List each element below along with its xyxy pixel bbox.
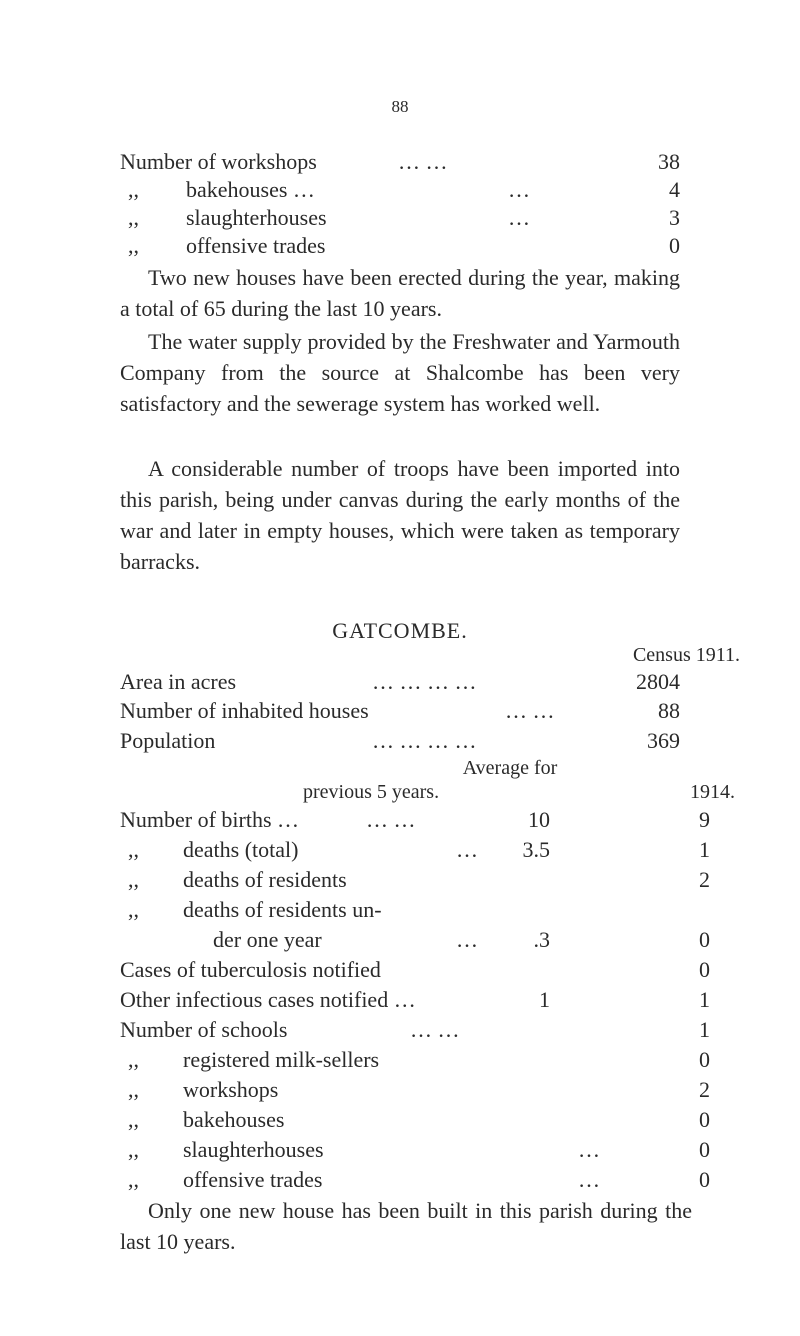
ditto-mark: ,,: [128, 837, 139, 862]
row-dots: … …: [366, 807, 416, 832]
paragraph-new-houses: Two new houses have been erected during the year, making a total of 65 during the last 10 years.: [120, 265, 680, 321]
stat-label: deaths of residents: [183, 867, 347, 892]
average-header-line1: Average for: [462, 757, 558, 779]
row-dots: … … … …: [372, 669, 477, 694]
census-column-header: Census 1911.: [632, 644, 740, 666]
row-dots: …: [508, 177, 530, 202]
row-value: 4: [669, 177, 680, 202]
row-dots: … …: [410, 1017, 460, 1042]
ditto-mark: ,,: [128, 205, 139, 230]
paragraph-water-supply: The water supply provided by the Freshwater and Yarmouth Company from the source at Shalcombe has been very satisfactory and the sewerage system has worked well.: [120, 329, 680, 416]
stat-year: 1: [699, 987, 710, 1012]
row-dots: …: [456, 837, 478, 862]
ditto-mark: ,,: [128, 233, 139, 258]
average-header-line2: previous 5 years.: [303, 781, 440, 803]
stat-label: Number of schools: [120, 1017, 288, 1042]
stat-year: 2: [699, 867, 710, 892]
ditto-mark: ,,: [128, 867, 139, 892]
census-row-label: Number of inhabited houses: [120, 698, 369, 723]
row-dots: …: [456, 927, 478, 952]
ditto-mark: ,,: [128, 1167, 139, 1192]
census-row-value: 2804: [636, 669, 680, 694]
row-label: Number of workshops: [120, 149, 317, 174]
row-dots: …: [578, 1137, 600, 1162]
stat-label: Other infectious cases notified …: [120, 987, 416, 1012]
row-label: offensive trades: [186, 233, 326, 258]
row-dots: … …: [505, 698, 555, 723]
row-value: 38: [658, 149, 680, 174]
year-header: 1914.: [690, 781, 735, 803]
stat-avg: 10: [528, 807, 550, 832]
ditto-mark: ,,: [128, 1077, 139, 1102]
stat-label: workshops: [183, 1077, 279, 1102]
census-row-value: 88: [658, 698, 680, 723]
stat-label: Number of births …: [120, 807, 300, 832]
stat-year: 1: [699, 837, 710, 862]
row-value: 0: [669, 233, 680, 258]
stat-year: 0: [699, 1137, 710, 1162]
stat-label: deaths (total): [183, 837, 299, 862]
ditto-mark: ,,: [128, 1107, 139, 1132]
stat-label: bakehouses: [183, 1107, 285, 1132]
stat-avg: .3: [533, 927, 550, 952]
stat-year: 0: [699, 1107, 710, 1132]
stat-year: 2: [699, 1077, 710, 1102]
stat-year: 0: [699, 927, 710, 952]
row-value: 3: [669, 205, 680, 230]
stat-year: 0: [699, 957, 710, 982]
stat-year: 1: [699, 1017, 710, 1042]
ditto-mark: ,,: [128, 177, 139, 202]
paragraph-troops: A considerable number of troops have been imported into this parish, being under canvas during the early months of the war and later in empty houses, which were taken as temporary barracks.: [120, 456, 680, 574]
census-row-label: Area in acres: [120, 669, 237, 694]
page-number: 88: [391, 97, 409, 116]
ditto-mark: ,,: [128, 897, 139, 922]
row-dots: …: [578, 1167, 600, 1192]
stat-label: deaths of residents un-: [183, 897, 382, 922]
section-heading: GATCOMBE.: [332, 618, 468, 643]
stat-label: slaughterhouses: [183, 1137, 324, 1162]
stat-label: der one year: [213, 927, 322, 952]
row-dots: … …: [398, 149, 448, 174]
paragraph-closing: Only one new house has been built in this parish during the last 10 years.: [120, 1198, 692, 1254]
stat-year: 9: [699, 807, 710, 832]
census-row-label: Population: [120, 728, 216, 753]
row-label: bakehouses …: [186, 177, 315, 202]
ditto-mark: ,,: [128, 1137, 139, 1162]
ditto-mark: ,,: [128, 1047, 139, 1072]
census-row-value: 369: [647, 728, 680, 753]
stat-avg: 1: [539, 987, 550, 1012]
stat-label: offensive trades: [183, 1167, 323, 1192]
stat-year: 0: [699, 1047, 710, 1072]
row-dots: …: [508, 205, 530, 230]
table-row: [120, 148, 317, 176]
stat-label: registered milk-sellers: [183, 1047, 380, 1072]
stat-label: Cases of tuberculosis notified: [120, 957, 381, 982]
row-dots: … … … …: [372, 728, 477, 753]
stat-avg: 3.5: [522, 837, 550, 862]
stat-year: 0: [699, 1167, 710, 1192]
row-label: slaughterhouses: [186, 205, 327, 230]
